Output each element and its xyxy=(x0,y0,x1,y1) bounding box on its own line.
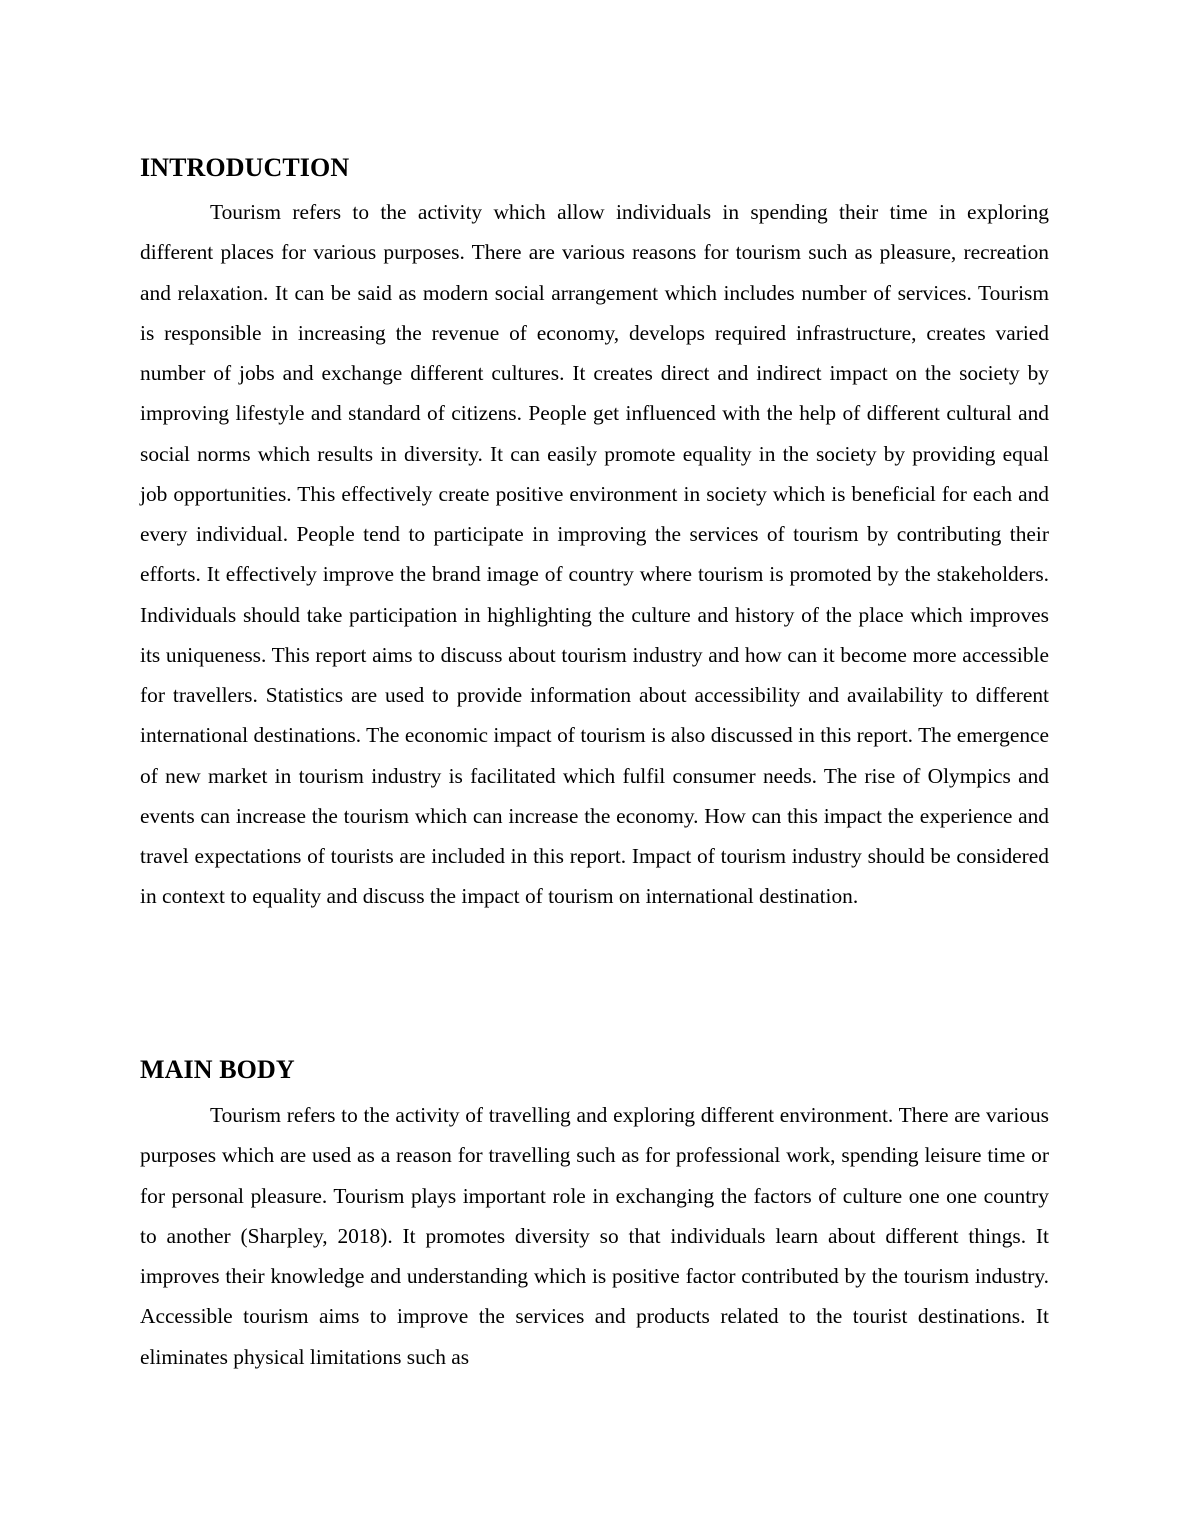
introduction-paragraph: Tourism refers to the activity which allow individuals in spending their time in exploring different places for various purposes. There are various reasons for tourism such as pleasure, recreation and relaxation. It can be said as modern social arrangement which includes number of services. Tourism is responsible in increasing the revenue of economy, develops required infrastructure, creates varied number of jobs and exchange different cultures. It creates direct and indirect impact on the society by improving lifestyle and standard of citizens. People get influenced with the help of different cultural and social norms which results in diversity. It can easily promote equality in the society by providing equal job opportunities. This effectively create positive environment in society which is beneficial for each and every individual. People tend to participate in improving the services of tourism by contributing their efforts. It effectively improve the brand image of country where tourism is promoted by the stakeholders. Individuals should take participation in highlighting the culture and history of the place which improves its uniqueness. This report aims to discuss about tourism industry and how can it become more accessible for travellers. Statistics are used to provide information about accessibility and availability to different international destinations. The economic impact of tourism is also discussed in this report. The emergence of new market in tourism industry is facilitated which fulfil consumer needs. The rise of Olympics and events can increase the tourism which can increase the economy. How can this impact the experience and travel expectations of tourists are included in this report. Impact of tourism industry should be considered in context to equality and discuss the impact of tourism on international destination. xyxy=(140,200,1049,909)
introduction-heading: INTRODUCTION xyxy=(140,153,350,182)
main-body-paragraph: Tourism refers to the activity of travelling and exploring different environment. There are various purposes which are used as a reason for travelling such as for professional work, spending leisure time or for personal pleasure. Tourism plays important role in exchanging the factors of culture one one country to another (Sharpley, 2018). It promotes diversity so that individuals learn about different things. It improves their knowledge and understanding which is positive factor contributed by the tourism industry. Accessible tourism aims to improve the services and products related to the tourist destinations. It eliminates physical limitations such as xyxy=(140,1103,1049,1369)
main-body-heading: MAIN BODY xyxy=(140,1055,295,1084)
